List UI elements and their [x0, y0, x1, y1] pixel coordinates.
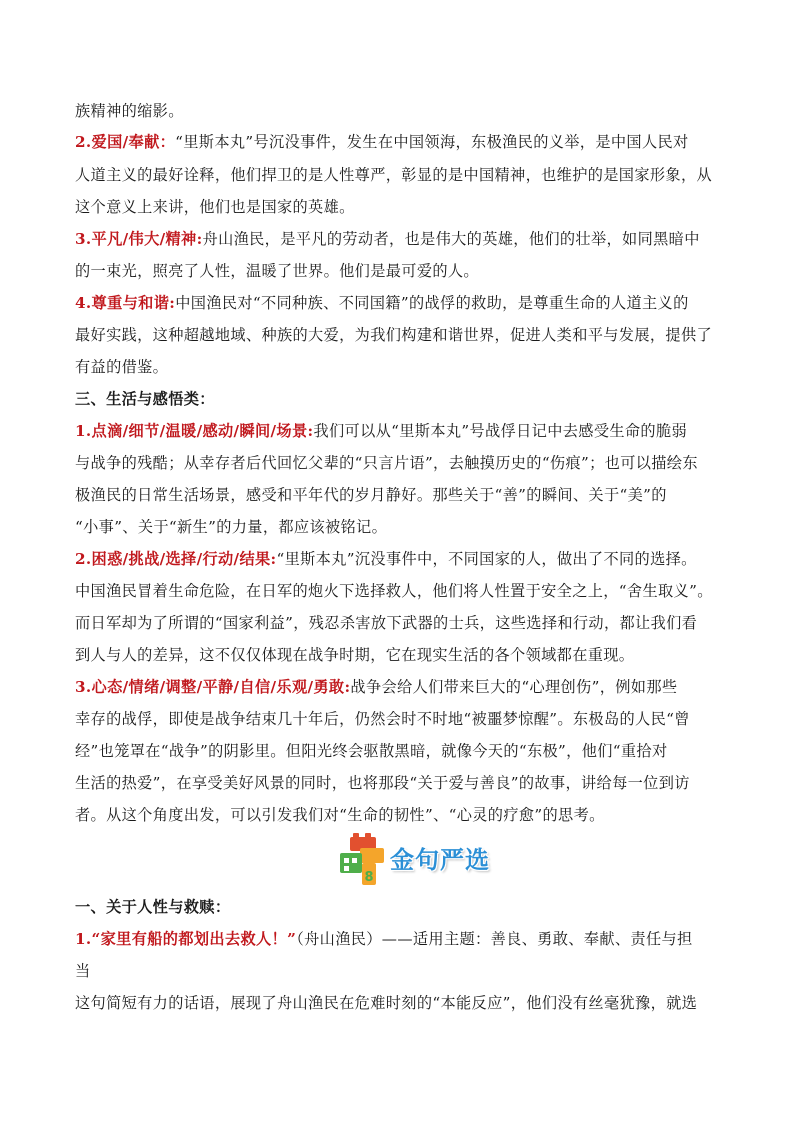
text-line: 最好实践，这种超越地域、种族的大爱，为我们构建和谐世界，促进人类和平与发展，提供了: [75, 326, 713, 344]
section-heading: 一、关于人性与救赎：: [75, 898, 231, 916]
text-line: 有益的借鉴。: [75, 358, 169, 376]
text-line: 者。从这个角度出发，可以引发我们对“生命的韧性”、“心灵的疗愈”的思考。: [75, 806, 605, 824]
topic-heading: 2.爱国/奉献：: [75, 133, 176, 151]
text-line: 中国渔民对“不同种族、不同国籍”的战俘的救助，是尊重生命的人道主义的: [175, 294, 689, 312]
text-line: 到人与人的差异，这不仅仅体现在战争时期，它在现实生活的各个领域都在重现。: [75, 646, 635, 664]
text-line: 的一束光，照亮了人性，温暖了世界。他们是最可爱的人。: [75, 262, 479, 280]
text-line: 幸存的战俘，即使是战争结束几十年后，仍然会时不时地“被噩梦惊醒”。东极岛的人民“曾: [75, 710, 690, 728]
text-line: （舟山渔民）——适用主题：善良、勇敢、奉献、责任与担: [296, 930, 693, 948]
text-line: 极渔民的日常生活场景，感受和平年代的岁月静好。那些关于“善”的瞬间、关于“美”的: [75, 486, 667, 504]
text-line: “里斯本丸”号沉没事件，发生在中国领海，东极渔民的义举，是中国人民对: [175, 133, 689, 151]
text-line: 人道主义的最好诠释，他们捍卫的是人性尊严，彰显的是中国精神，也维护的是国家形象，从: [75, 166, 713, 184]
text-line: 族精神的缩影。: [75, 102, 184, 120]
text-line: 我们可以从“里斯本丸”号战俘日记中去感受生命的脆弱: [313, 422, 688, 440]
building-blocks-icon: [336, 833, 392, 887]
banner-title: 金句严选: [390, 846, 490, 874]
text-line: “里斯本丸”沉没事件中，不同国家的人，做出了不同的选择。: [276, 550, 697, 568]
topic-heading: 3.心态/情绪/调整/平静/自信/乐观/勇敢:: [75, 678, 351, 696]
topic-heading: 4.尊重与和谐:: [75, 294, 176, 312]
topic-heading: 3.平凡/伟大/精神:: [75, 230, 203, 248]
quote-item: [75, 929, 693, 949]
svg-text:8: 8: [364, 870, 374, 885]
paragraph-patriotism: [75, 132, 689, 152]
text-line: 当: [75, 962, 91, 980]
golden-quotes-banner: [336, 833, 496, 887]
quote-text: 1.“家里有船的都划出去救人！”: [75, 930, 297, 948]
text-line: 舟山渔民，是平凡的劳动者，也是伟大的英雄，他们的壮举，如同黑暗中: [202, 230, 700, 248]
topic-heading: 1.点滴/细节/温暖/感动/瞬间/场景:: [75, 422, 314, 440]
paragraph-respect-harmony: [75, 293, 689, 313]
paragraph-details: [75, 421, 687, 441]
text-line: 而日军却为了所谓的“国家利益”，残忍杀害放下武器的士兵，这些选择和行动，都让我们看: [75, 614, 698, 632]
text-line: 战争会给人们带来巨大的“心理创伤”，例如那些: [350, 678, 678, 696]
text-line: 与战争的残酷；从幸存者后代回忆父辈的“只言片语”，去触摸历史的“伤痕”；也可以描绘东: [75, 454, 698, 472]
text-line: “小事”、关于“新生”的力量，都应该被铭记。: [75, 518, 388, 536]
paragraph-mindset: [75, 677, 677, 697]
topic-heading: 2.困惑/挑战/选择/行动/结果:: [75, 550, 277, 568]
paragraph-choices: [75, 549, 697, 569]
text-line: 经”也笼罩在“战争”的阴影里。但阳光终会驱散黑暗，就像今天的“东极”，他们“重拾对: [75, 742, 668, 760]
paragraph-ordinary-great: [75, 229, 700, 249]
text-line: 这句简短有力的话语，展现了舟山渔民在危难时刻的“本能反应”，他们没有丝毫犹豫，就选: [75, 994, 698, 1012]
text-line: 中国渔民冒着生命危险，在日军的炮火下选择救人，他们将人性置于安全之上，“舍生取义”。: [75, 582, 713, 600]
text-line: 这个意义上来讲，他们也是国家的英雄。: [75, 198, 355, 216]
section-heading: 三、生活与感悟类：: [75, 390, 215, 408]
text-line: 生活的热爱”，在享受美好风景的同时，也将那段“关于爱与善良”的故事，讲给每一位到访: [75, 774, 690, 792]
